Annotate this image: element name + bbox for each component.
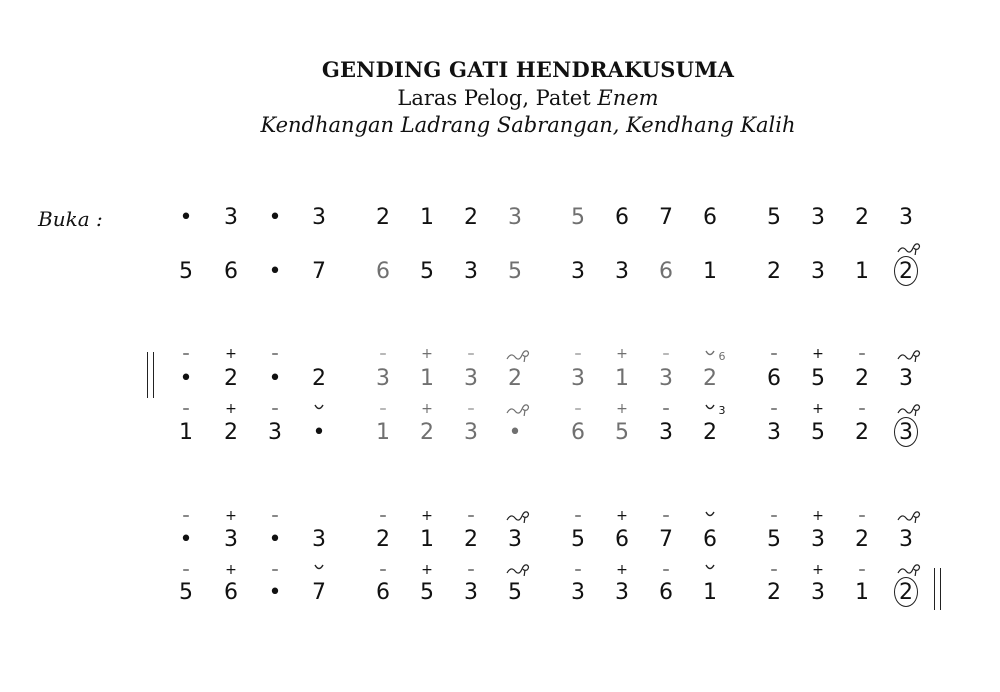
section-1-line-2-note: 3 bbox=[767, 420, 781, 445]
section-1-line-2-kempul-mark bbox=[311, 402, 341, 416]
buka-line-2-note: 5 bbox=[420, 259, 434, 284]
section-2-line-2-stroke-mark: + bbox=[616, 562, 628, 578]
section-2-line-2-stroke-mark: – bbox=[182, 562, 190, 578]
buka-line-2-note: 3 bbox=[464, 259, 478, 284]
section-2-line-2-gong-mark bbox=[894, 562, 924, 576]
section-2-line-1-note: 2 bbox=[376, 527, 390, 552]
section-1-line-2-note: 2 bbox=[420, 420, 434, 445]
section-1-line-1-note: 2 bbox=[312, 366, 326, 391]
section-2-line-2-stroke-mark: – bbox=[467, 562, 475, 578]
section-1-line-1-note: • bbox=[268, 366, 282, 391]
section-1-line-2-stroke-mark: – bbox=[467, 401, 475, 417]
section-2-line-1-stroke-mark: – bbox=[770, 508, 778, 524]
section-1-line-2-note: 3 bbox=[659, 420, 673, 445]
page-title: GENDING GATI HENDRAKUSUMA bbox=[321, 57, 735, 82]
section-1-line-1-stroke-mark: + bbox=[421, 346, 433, 362]
section-1-line-1-note: 5 bbox=[811, 366, 825, 391]
section-2-line-2-note: 1 bbox=[703, 580, 717, 605]
section-2-line-2-stroke-mark: – bbox=[662, 562, 670, 578]
buka-line-1-note: 6 bbox=[615, 205, 629, 230]
section-1-line-1-note: 2 bbox=[703, 366, 717, 391]
section-2-line-1-note: 3 bbox=[508, 527, 522, 552]
section-1-line-1-note: 3 bbox=[659, 366, 673, 391]
section-2-line-1-stroke-mark: – bbox=[662, 508, 670, 524]
buka-line-1-note: • bbox=[179, 205, 193, 230]
section-1-line-1-stroke-mark: + bbox=[616, 346, 628, 362]
section-2-line-1-stroke-mark: – bbox=[379, 508, 387, 524]
section-1-line-1-stroke-mark: – bbox=[467, 346, 475, 362]
section-1-line-1-note: 1 bbox=[420, 366, 434, 391]
section-1-line-2-stroke-mark: – bbox=[271, 401, 279, 417]
section-2-line-1-note: • bbox=[268, 527, 282, 552]
section-2-line-2-note: 3 bbox=[571, 580, 585, 605]
section-2-line-2-stroke-mark: – bbox=[858, 562, 866, 578]
section-2-line-2-stroke-mark: + bbox=[812, 562, 824, 578]
section-1-line-1-note: • bbox=[179, 366, 193, 391]
section-1-line-2-note: 5 bbox=[811, 420, 825, 445]
section-2-line-2-stroke-mark: + bbox=[421, 562, 433, 578]
section-2-line-1-note: 1 bbox=[420, 527, 434, 552]
buka-line-2-note: 2 bbox=[899, 259, 913, 284]
section-2-line-2-stroke-mark: – bbox=[770, 562, 778, 578]
section-1-line-2-stroke-mark: + bbox=[812, 401, 824, 417]
patet-name: Enem bbox=[597, 86, 659, 110]
buka-line-2-note: 5 bbox=[508, 259, 522, 284]
section-2-line-2-note: 6 bbox=[224, 580, 238, 605]
section-2-line-1-note: 2 bbox=[855, 527, 869, 552]
section-2-line-1-stroke-mark: – bbox=[271, 508, 279, 524]
buka-line-2-gong-circle bbox=[894, 256, 918, 286]
section-2-line-1-note: 3 bbox=[312, 527, 326, 552]
section-1-line-1-note: 1 bbox=[615, 366, 629, 391]
section-2-line-2-kempul-mark bbox=[311, 562, 341, 576]
buka-line-2-gong-mark bbox=[894, 241, 924, 255]
section-1-line-1-note: 2 bbox=[224, 366, 238, 391]
section-1-line-2-note: 5 bbox=[615, 420, 629, 445]
buka-line-1-note: 7 bbox=[659, 205, 673, 230]
section-2-line-2-note: 2 bbox=[767, 580, 781, 605]
section-1-line-1-note: 2 bbox=[855, 366, 869, 391]
section-2-line-1-note: 6 bbox=[703, 527, 717, 552]
section-1-line-1-note: 3 bbox=[571, 366, 585, 391]
buka-line-2-note: 6 bbox=[376, 259, 390, 284]
section-2-line-2-stroke-mark: – bbox=[574, 562, 582, 578]
section-2-line-1-note: 5 bbox=[767, 527, 781, 552]
buka-line-2-note: 1 bbox=[855, 259, 869, 284]
buka-line-2-note: 5 bbox=[179, 259, 193, 284]
section-1-line-2-note: • bbox=[312, 420, 326, 445]
section-2-line-2-note: 1 bbox=[855, 580, 869, 605]
buka-line-2-note: 3 bbox=[811, 259, 825, 284]
section-2-line-1-note: 3 bbox=[899, 527, 913, 552]
section-2-line-1-note: 3 bbox=[224, 527, 238, 552]
section-1-line-2-stroke-mark: – bbox=[379, 401, 387, 417]
section-1-line-2-stroke-mark: – bbox=[662, 401, 670, 417]
repeat-open-bar-outer bbox=[147, 352, 148, 398]
repeat-close-bar-inner bbox=[934, 568, 935, 610]
section-2-line-2-note: 5 bbox=[420, 580, 434, 605]
repeat-open-bar-inner bbox=[153, 352, 154, 398]
section-1-line-2-note: 1 bbox=[179, 420, 193, 445]
section-2-line-2-note: 5 bbox=[179, 580, 193, 605]
section-2-line-2-gong-circle bbox=[894, 577, 918, 607]
section-2-line-2-note: 6 bbox=[376, 580, 390, 605]
section-2-line-2-note: 2 bbox=[899, 580, 913, 605]
section-2-line-1-stroke-mark: + bbox=[616, 508, 628, 524]
section-2-line-1-note: 2 bbox=[464, 527, 478, 552]
section-1-line-1-note: 6 bbox=[767, 366, 781, 391]
section-1-line-1-stroke-mark: – bbox=[770, 346, 778, 362]
buka-line-1-note: 2 bbox=[464, 205, 478, 230]
buka-line-1-note: 5 bbox=[767, 205, 781, 230]
section-2-line-1-note: 3 bbox=[811, 527, 825, 552]
section-2-line-2-note: 5 bbox=[508, 580, 522, 605]
section-2-line-1-kempul-mark bbox=[702, 509, 732, 523]
buka-line-2-note: 3 bbox=[615, 259, 629, 284]
buka-line-1-note: 3 bbox=[508, 205, 522, 230]
section-1-line-1-stroke-mark: – bbox=[271, 346, 279, 362]
section-1-line-1-kempul-number: 6 bbox=[718, 350, 726, 363]
buka-line-1-note: 3 bbox=[224, 205, 238, 230]
section-1-line-2-note: 6 bbox=[571, 420, 585, 445]
section-1-line-1-stroke-mark: + bbox=[812, 346, 824, 362]
buka-label: Buka : bbox=[38, 207, 103, 231]
section-2-line-1-stroke-mark: – bbox=[467, 508, 475, 524]
section-2-line-2-note: 7 bbox=[312, 580, 326, 605]
section-2-line-1-stroke-mark: + bbox=[812, 508, 824, 524]
section-1-line-1-note: 3 bbox=[464, 366, 478, 391]
section-1-line-2-gong-mark bbox=[503, 402, 533, 416]
section-1-line-2-note: 3 bbox=[899, 420, 913, 445]
buka-line-1-note: • bbox=[268, 205, 282, 230]
buka-line-2-note: 1 bbox=[703, 259, 717, 284]
section-2-line-2-stroke-mark: – bbox=[379, 562, 387, 578]
section-1-line-1-stroke-mark: – bbox=[662, 346, 670, 362]
section-1-line-2-note: • bbox=[508, 420, 522, 445]
section-1-line-2-stroke-mark: + bbox=[616, 401, 628, 417]
section-1-line-1-note: 3 bbox=[376, 366, 390, 391]
section-1-line-2-stroke-mark: + bbox=[225, 401, 237, 417]
buka-line-1-note: 3 bbox=[899, 205, 913, 230]
section-2-line-1-stroke-mark: + bbox=[225, 508, 237, 524]
section-1-line-2-stroke-mark: – bbox=[574, 401, 582, 417]
laras-text: Laras Pelog, Patet bbox=[397, 86, 598, 110]
repeat-close-bar-outer bbox=[940, 568, 941, 610]
section-1-line-1-stroke-mark: – bbox=[858, 346, 866, 362]
buka-line-2-note: 3 bbox=[571, 259, 585, 284]
section-1-line-1-note: 3 bbox=[899, 366, 913, 391]
kendhangan-line: Kendhangan Ladrang Sabrangan, Kendhang Kalih bbox=[260, 113, 796, 137]
section-2-line-1-note: 5 bbox=[571, 527, 585, 552]
section-2-line-2-note: 3 bbox=[464, 580, 478, 605]
section-2-line-1-stroke-mark: – bbox=[574, 508, 582, 524]
section-1-line-1-gong-mark bbox=[503, 348, 533, 362]
section-2-line-2-gong-mark bbox=[503, 562, 533, 576]
section-1-line-2-stroke-mark: – bbox=[182, 401, 190, 417]
buka-line-2-note: 6 bbox=[659, 259, 673, 284]
section-1-line-2-gong-circle bbox=[894, 417, 918, 447]
section-2-line-2-kempul-mark bbox=[702, 562, 732, 576]
section-1-line-1-note: 2 bbox=[508, 366, 522, 391]
section-2-line-2-note: 3 bbox=[615, 580, 629, 605]
section-2-line-2-note: 3 bbox=[811, 580, 825, 605]
section-2-line-1-stroke-mark: – bbox=[858, 508, 866, 524]
laras-patet bbox=[0, 85, 1000, 112]
section-2-line-1-note: 6 bbox=[615, 527, 629, 552]
section-1-line-2-note: 1 bbox=[376, 420, 390, 445]
section-2-line-2-stroke-mark: + bbox=[225, 562, 237, 578]
buka-line-2-note: • bbox=[268, 259, 282, 284]
buka-line-1-note: 3 bbox=[811, 205, 825, 230]
section-2-line-1-note: 7 bbox=[659, 527, 673, 552]
section-2-line-1-gong-mark bbox=[894, 509, 924, 523]
buka-line-1-note: 1 bbox=[420, 205, 434, 230]
section-1-line-2-kempul-number: 3 bbox=[718, 404, 726, 417]
section-1-line-2-note: 3 bbox=[464, 420, 478, 445]
section-1-line-1-gong-mark bbox=[894, 348, 924, 362]
buka-line-2-note: 7 bbox=[312, 259, 326, 284]
buka-line-2-note: 6 bbox=[224, 259, 238, 284]
section-1-line-2-note: 2 bbox=[855, 420, 869, 445]
section-1-line-2-note: 2 bbox=[224, 420, 238, 445]
section-2-line-1-note: • bbox=[179, 527, 193, 552]
section-1-line-2-stroke-mark: + bbox=[421, 401, 433, 417]
section-1-line-1-stroke-mark: + bbox=[225, 346, 237, 362]
section-1-line-1-stroke-mark: – bbox=[379, 346, 387, 362]
section-2-line-1-stroke-mark: + bbox=[421, 508, 433, 524]
title-block bbox=[0, 55, 1000, 139]
section-1-line-2-note: 3 bbox=[268, 420, 282, 445]
section-2-line-2-note: 6 bbox=[659, 580, 673, 605]
buka-line-2-note: 2 bbox=[767, 259, 781, 284]
section-1-line-2-gong-mark bbox=[894, 402, 924, 416]
buka-line-1-note: 3 bbox=[312, 205, 326, 230]
section-2-line-1-stroke-mark: – bbox=[182, 508, 190, 524]
buka-line-1-note: 2 bbox=[855, 205, 869, 230]
section-2-line-1-gong-mark bbox=[503, 509, 533, 523]
buka-line-1-note: 6 bbox=[703, 205, 717, 230]
section-1-line-2-note: 2 bbox=[703, 420, 717, 445]
buka-line-1-note: 2 bbox=[376, 205, 390, 230]
section-2-line-2-note: • bbox=[268, 580, 282, 605]
buka-line-1-note: 5 bbox=[571, 205, 585, 230]
section-1-line-2-stroke-mark: – bbox=[858, 401, 866, 417]
section-1-line-1-stroke-mark: – bbox=[182, 346, 190, 362]
section-2-line-2-stroke-mark: – bbox=[271, 562, 279, 578]
section-1-line-1-stroke-mark: – bbox=[574, 346, 582, 362]
section-1-line-2-stroke-mark: – bbox=[770, 401, 778, 417]
